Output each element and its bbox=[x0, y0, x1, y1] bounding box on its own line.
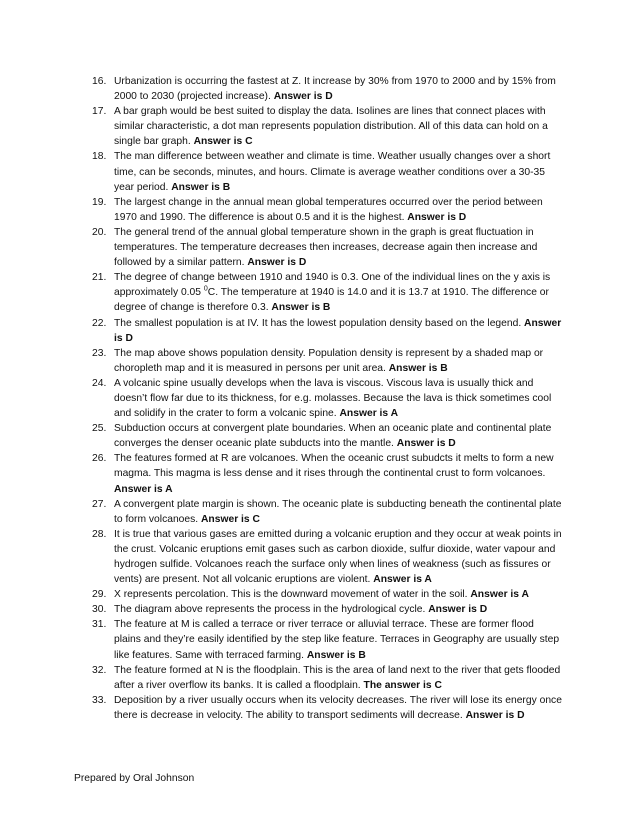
item-text: A volcanic spine usually develops when the lava is viscous. Viscous lava is usually thick and doesn’t flow far due to its thickness, for e.g. molasses. Because the lava is thick sometimes cool and solidify in the crater to form a volcanic spine. Answer is A bbox=[114, 377, 552, 420]
answer-label: Answer is D bbox=[114, 317, 562, 344]
item-number: 21. bbox=[92, 272, 107, 284]
item-number: 16. bbox=[92, 76, 107, 87]
item-number: 26. bbox=[92, 453, 107, 465]
list-item bbox=[92, 617, 562, 662]
item-number: 19. bbox=[92, 196, 107, 208]
item-text: Urbanization is occurring the fastest at Z. It increase by 30% from 1970 to 2000 and by 15% from 2000 to 2030 (projected increase). Answer is D bbox=[114, 76, 556, 103]
list-item bbox=[92, 587, 562, 602]
answer-label: Answer is D bbox=[465, 709, 525, 721]
list-item bbox=[92, 74, 562, 104]
item-number: 30. bbox=[92, 604, 107, 616]
answer-label: Answer is A bbox=[470, 589, 529, 601]
item-number: 31. bbox=[92, 619, 107, 631]
list-item bbox=[92, 663, 562, 693]
list-item bbox=[92, 497, 562, 527]
list-item bbox=[92, 527, 562, 587]
list-item bbox=[92, 451, 562, 496]
page-footer: Prepared by Oral Johnson bbox=[74, 773, 195, 784]
item-text: The largest change in the annual mean global temperatures occurred over the period between 1970 and 1990. The difference is about 0.5 and it is the highest. Answer is D bbox=[114, 196, 543, 223]
answer-label: Answer is D bbox=[396, 438, 456, 450]
item-text: X represents percolation. This is the downward movement of water in the soil. Answer is A bbox=[114, 589, 529, 601]
item-text: The feature at M is called a terrace or river terrace or alluvial terrace. These are former flood plains and they’re easily identified by the step like feature. Terraces in Geography are usually step like features. Same with terraced farming. Answer is B bbox=[114, 619, 560, 661]
item-number: 25. bbox=[92, 423, 107, 435]
answer-label: Answer is C bbox=[201, 513, 260, 525]
item-text: Subduction occurs at convergent plate boundaries. When an oceanic plate and continental plate converges the denser oceanic plate subducts into the mantle. Answer is D bbox=[114, 423, 552, 450]
list-item bbox=[92, 195, 562, 225]
item-number: 17. bbox=[92, 106, 107, 118]
list-item bbox=[92, 421, 562, 451]
answer-label: Answer is D bbox=[407, 211, 467, 223]
list-item bbox=[92, 270, 562, 315]
list-item bbox=[92, 602, 562, 617]
answer-label: Answer is B bbox=[171, 181, 231, 193]
item-number: 33. bbox=[92, 694, 107, 706]
answer-label: Answer is A bbox=[114, 483, 173, 495]
answer-label: Answer is B bbox=[388, 362, 448, 374]
degree-superscript: 0 bbox=[203, 285, 208, 293]
item-text: The feature formed at N is the floodplain. This is the area of land next to the river that gets flooded after a river overflow its banks. It is called a floodplain. The answer is C bbox=[114, 664, 561, 691]
answer-list bbox=[92, 74, 562, 723]
item-number: 27. bbox=[92, 498, 107, 510]
answer-label: Answer is D bbox=[428, 604, 488, 616]
item-text: The diagram above represents the process in the hydrological cycle. Answer is D bbox=[114, 604, 488, 616]
answer-label: Answer is A bbox=[373, 574, 432, 586]
item-number: 28. bbox=[92, 528, 107, 540]
answer-label: The answer is C bbox=[363, 679, 442, 691]
item-text: A bar graph would be best suited to display the data. Isolines are lines that connect places with similar characteristic, a dot man represents population distribution. All of this data can hold on a single bar graph. Answer is C bbox=[114, 106, 548, 148]
item-text: A convergent plate margin is shown. The oceanic plate is subducting beneath the continental plate to form volcanoes. Answer is C bbox=[114, 498, 562, 525]
list-item bbox=[92, 104, 562, 149]
list-item bbox=[92, 376, 562, 421]
list-item bbox=[92, 346, 562, 376]
list-item bbox=[92, 316, 562, 346]
item-number: 24. bbox=[92, 377, 107, 389]
item-text: The smallest population is at IV. It has the lowest population density based on the legend. Answer is D bbox=[114, 317, 562, 344]
item-text: The man difference between weather and climate is time. Weather usually changes over a short time, can be seconds, minutes, and hours. Climate is average weather conditions over a 30-35 year period. Answer is B bbox=[114, 151, 551, 193]
item-number: 18. bbox=[92, 151, 107, 163]
item-text: Deposition by a river usually occurs when its velocity decreases. The river will lose its energy once there is decrease in velocity. The ability to transport sediments will decrease. Answer is D bbox=[114, 694, 562, 721]
item-number: 29. bbox=[92, 589, 107, 601]
answer-label: Answer is D bbox=[247, 257, 307, 269]
item-text: The general trend of the annual global temperature shown in the graph is great fluctuation in temperatures. The temperature decreases then increases, decrease again then increase and followed by a similar pattern. Answer is D bbox=[114, 226, 538, 269]
answer-label: Answer is C bbox=[193, 136, 253, 148]
answer-label: Answer is D bbox=[273, 91, 333, 103]
item-number: 20. bbox=[92, 226, 107, 238]
item-text: The features formed at R are volcanoes. When the oceanic crust subudcts it melts to form a new magma. This magma is less dense and it rises through the continental crust to form volcanoes. Answer is A bbox=[114, 453, 554, 495]
list-item bbox=[92, 693, 562, 723]
answer-label: Answer is B bbox=[306, 649, 366, 661]
item-text: It is true that various gases are emitted during a volcanic eruption and they occur at weak points in the crust. Volcanic eruptions emit gases such as carbon dioxide, sulfur dioxide, water vapour and hydrogen sulfide. Volcanoes reach the surface only when lines of weakness (such as fissures or vents) are present. Not all volcanic eruptions are violent. Answer is A bbox=[114, 528, 562, 586]
item-number: 23. bbox=[92, 347, 107, 359]
answer-label: Answer is B bbox=[271, 302, 331, 314]
item-text: The degree of change between 1910 and 1940 is 0.3. One of the individual lines on the y axis is approximately 0.05 $^0$C. The temperature at 1940 is 14.0 and it is 13.7 at 1910. The difference or degree of change is therefore 0.3. Answer is B bbox=[114, 272, 551, 314]
item-number: 22. bbox=[92, 317, 107, 329]
list-item bbox=[92, 149, 562, 194]
item-number: 32. bbox=[92, 664, 107, 676]
answer-label: Answer is A bbox=[339, 408, 399, 420]
list-item bbox=[92, 225, 562, 270]
item-text: The map above shows population density. Population density is represent by a shaded map or choropleth map and it is measured in persons per unit area. Answer is B bbox=[114, 347, 544, 374]
